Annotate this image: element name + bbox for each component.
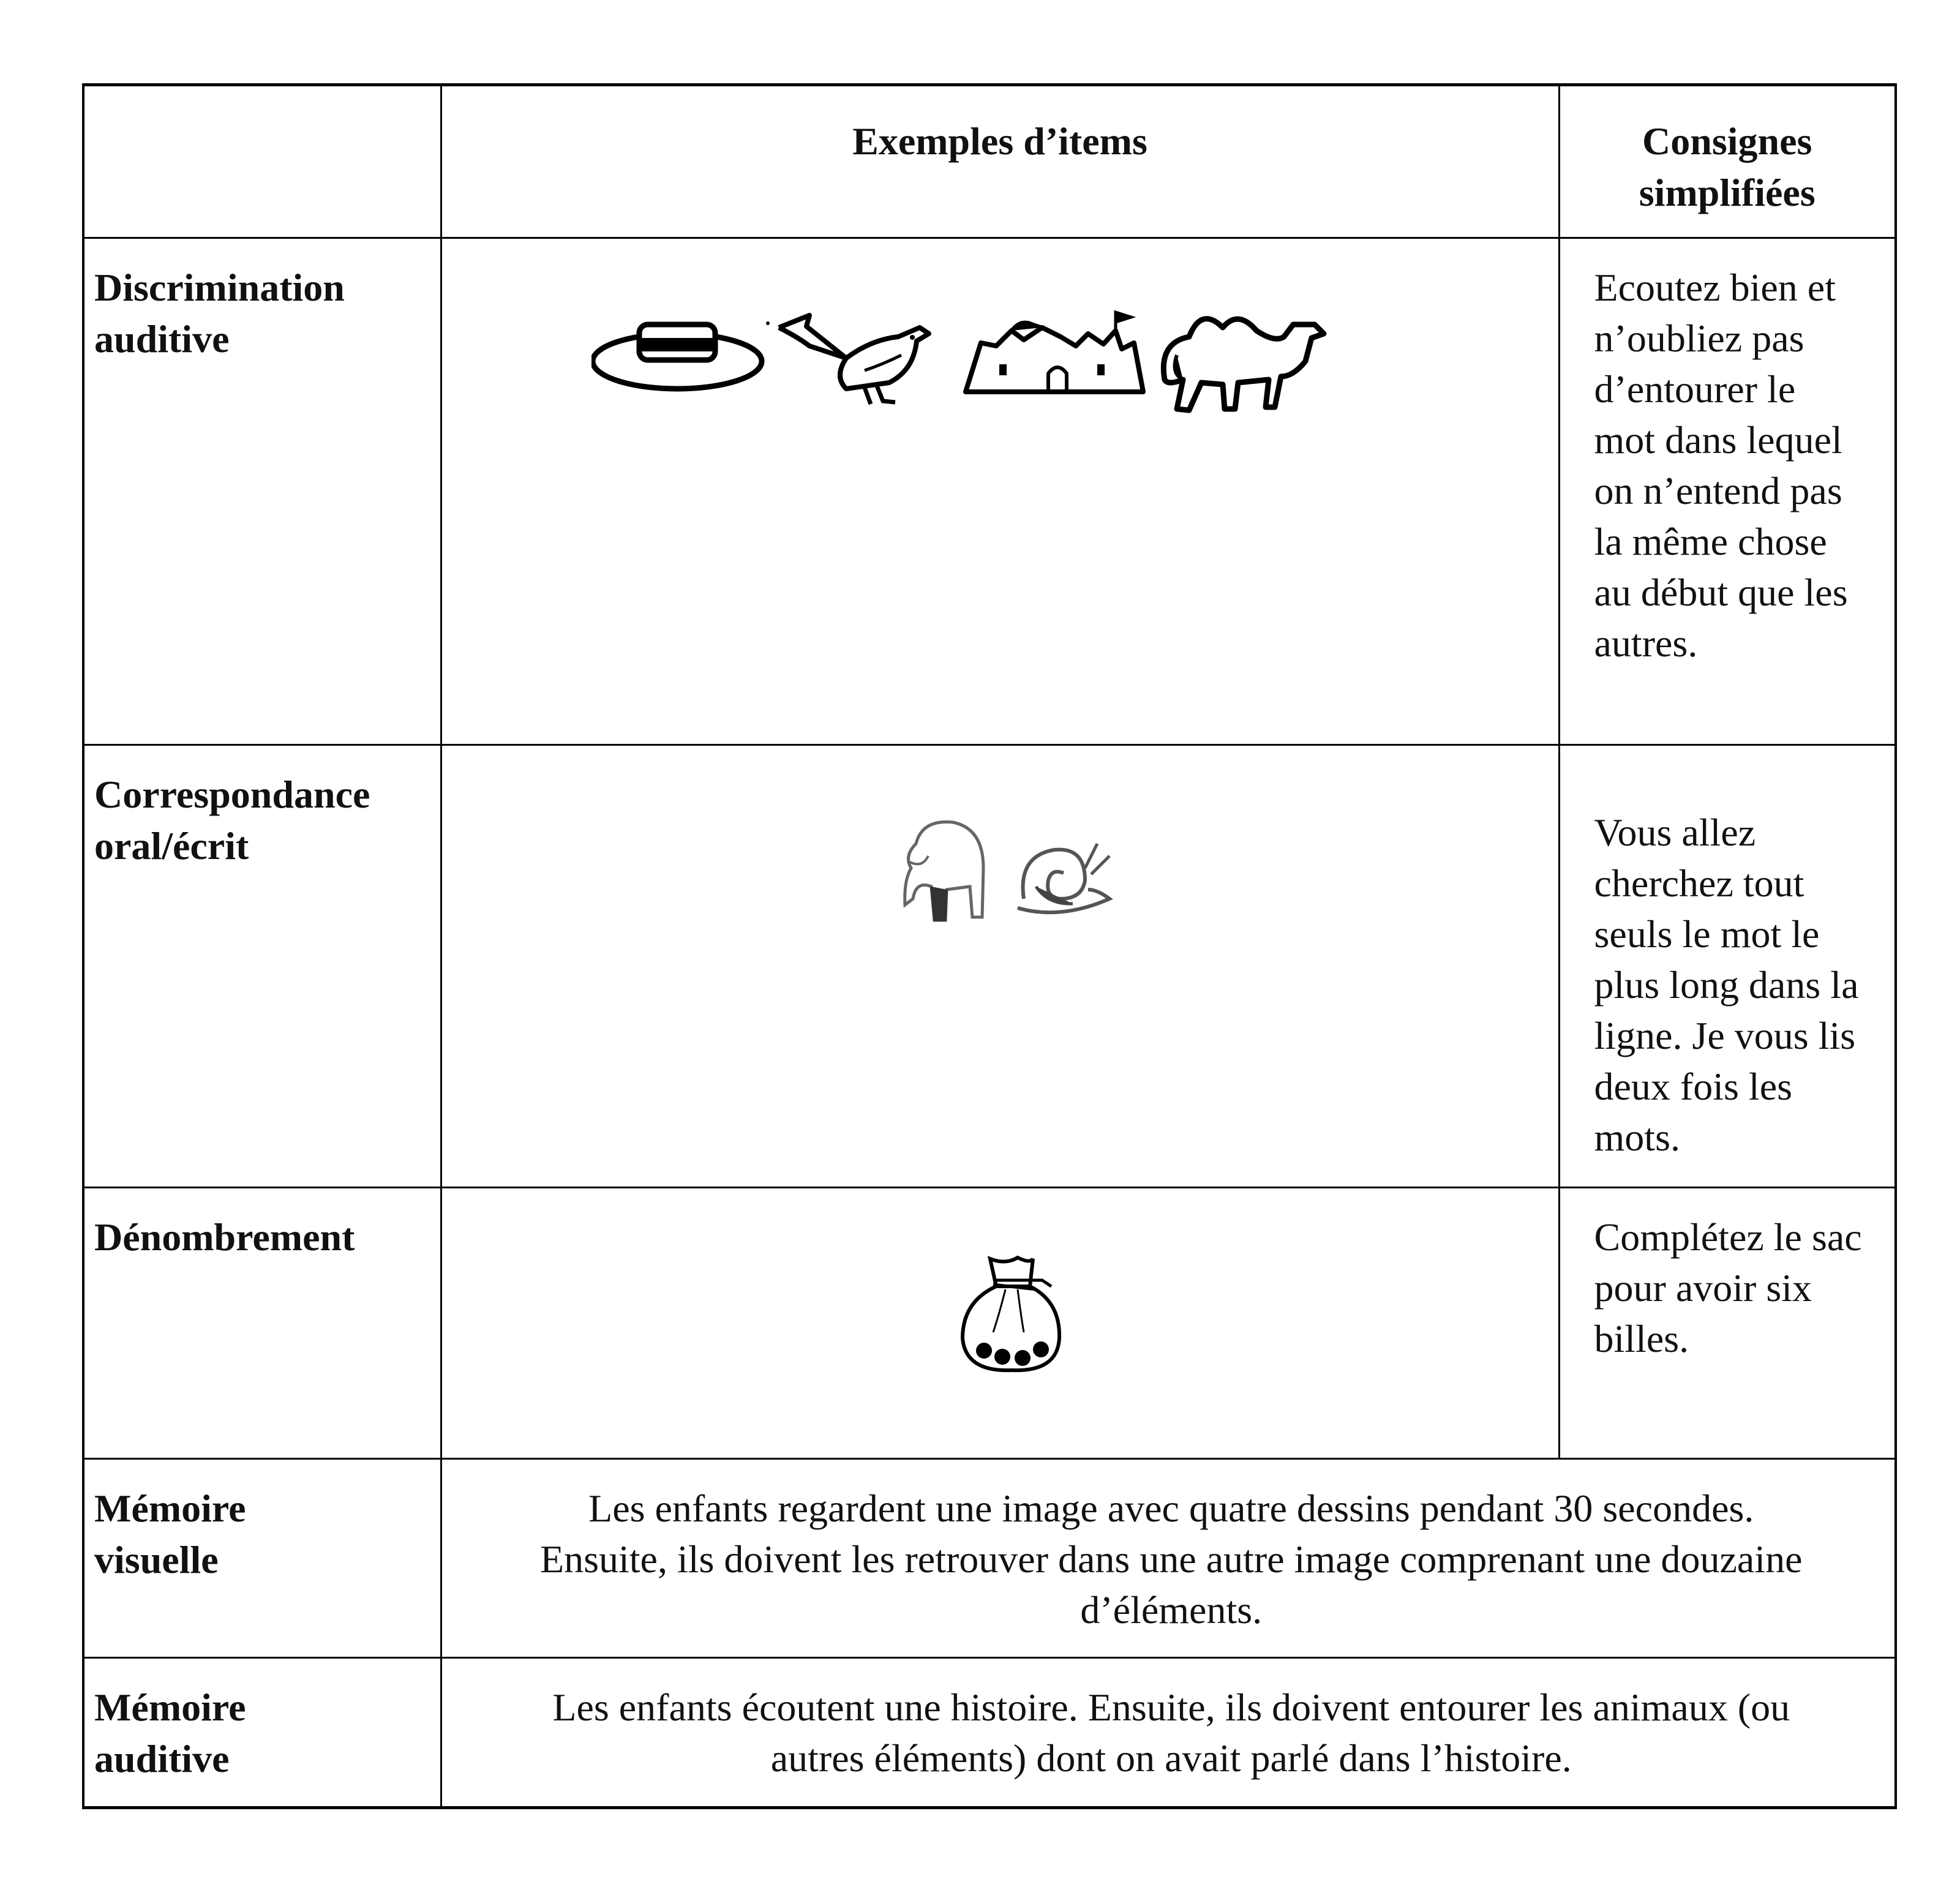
examples-cell: [441, 745, 1559, 1188]
hat-icon: [591, 300, 775, 404]
snail-icon: [1012, 831, 1116, 929]
row-correspondance-oral-ecrit: [83, 745, 1896, 1188]
marble-bag-icon: [950, 1253, 1073, 1375]
row-label: Correspondance oral/écrit: [94, 773, 370, 868]
consigne-text: Ecoutez bien et n’oubliez pas d’entourer le mot dans lequel on n’entend pas la même chose au début que les autres.: [1594, 266, 1848, 665]
description-cell: [441, 1658, 1896, 1808]
example-pictures: [442, 239, 1558, 744]
row-memoire-auditive: [83, 1658, 1896, 1808]
bird-icon: [773, 303, 956, 413]
examples-cell: [441, 1188, 1559, 1459]
header-examples: Exemples d’items: [852, 119, 1147, 163]
examples-cell: [441, 238, 1559, 745]
castle-icon: [963, 306, 1146, 404]
description-cell: [441, 1459, 1896, 1658]
consigne-text: Vous allez cherchez tout seuls le mot le plus long dans la ligne. Je vous lis deux fois les mots.: [1594, 811, 1859, 1159]
consigne-cell: [1559, 745, 1896, 1188]
header-consignes-cell: [1559, 85, 1896, 238]
consigne-text: Complétez le sac pour avoir six billes.: [1594, 1215, 1862, 1360]
description-text: Les enfants écoutent une histoire. Ensuite, ils doivent entourer les animaux (ou autres éléments) dont on avait parlé dans l’histoire.: [552, 1686, 1790, 1780]
row-denombrement: [83, 1188, 1896, 1459]
row-label: Mémoire visuelle: [94, 1487, 246, 1581]
row-label-cell: [83, 238, 441, 745]
description-text: Les enfants regardent une image avec quatre dessins pendant 30 secondes. Ensuite, ils doivent les retrouver dans une autre image comprenant une douzaine d’éléments.: [539, 1487, 1803, 1632]
row-label: Dénombrement: [94, 1215, 355, 1259]
row-label-cell: [83, 745, 441, 1188]
header-consignes: Consignes simplifiées: [1639, 119, 1815, 214]
consigne-cell: [1559, 1188, 1896, 1459]
elephant-icon: [898, 813, 989, 929]
header-row: [83, 85, 1896, 238]
row-memoire-visuelle: [83, 1459, 1896, 1658]
row-label-cell: [83, 1658, 441, 1808]
example-pictures: [442, 1188, 1558, 1458]
row-label-cell: [83, 1188, 441, 1459]
camel-icon: [1152, 300, 1336, 422]
header-examples-cell: [441, 85, 1559, 238]
consigne-cell: [1559, 238, 1896, 745]
row-label: Mémoire auditive: [94, 1686, 246, 1780]
items-table: [82, 83, 1897, 1809]
row-label: Discrimination auditive: [94, 266, 345, 361]
row-label-cell: [83, 1459, 441, 1658]
example-pictures: [442, 746, 1558, 1187]
row-discrimination-auditive: [83, 238, 1896, 745]
header-empty-cell: [83, 85, 441, 238]
